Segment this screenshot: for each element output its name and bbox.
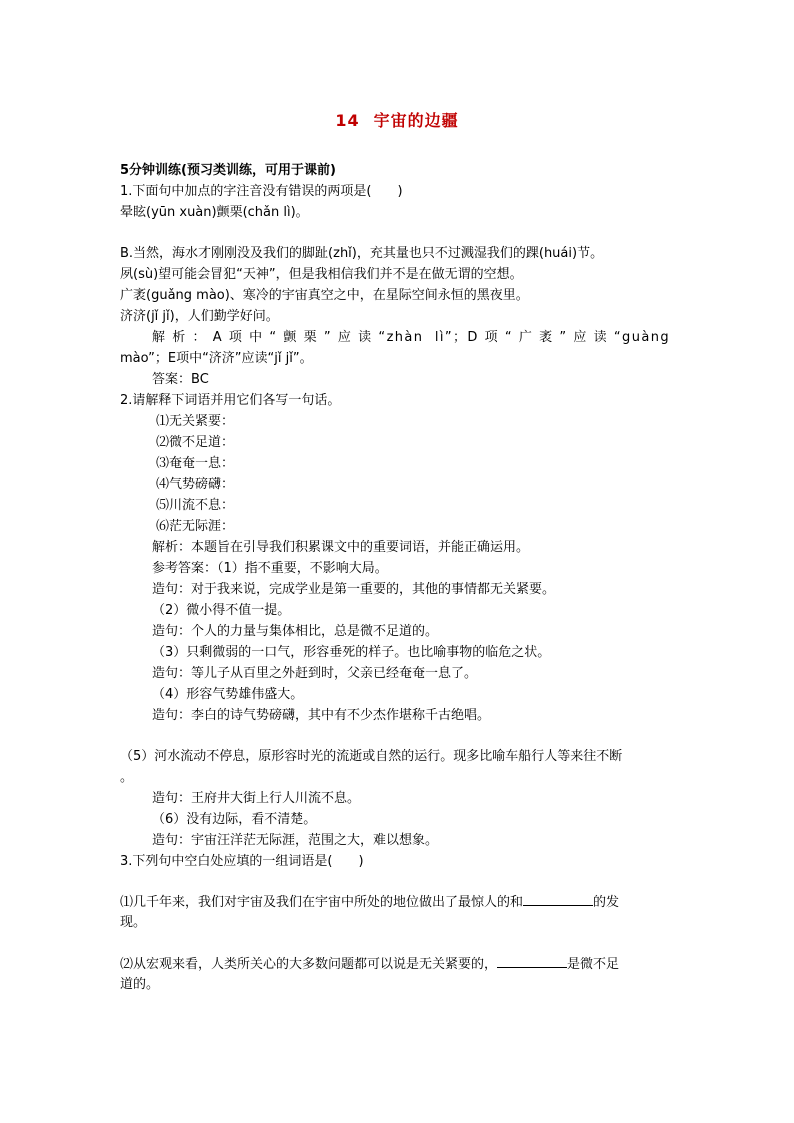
q1-option-d: 广袤(guǎng mào)、寒冷的宇宙真空之中，在星际空间永恒的黑夜里。 [120,288,529,303]
q2-reference-3: （3）只剩微弱的一口气，形容垂死的样子。也比喻事物的临危之状。 [152,645,551,660]
q2-item: ⑷气势磅礴： [156,477,235,492]
lesson-number: 14 [335,111,360,130]
q2-item: ⑵微不足道： [156,435,235,450]
q3-sentence-2-line2: 道的。 [120,977,160,992]
lesson-title: 宇宙的边疆 [373,111,459,130]
q2-reference-2: （2）微小得不值一提。 [152,603,291,618]
q2-example-3: 造句：等儿子从百里之外赶到时，父亲已经奄奄一息了。 [152,666,478,681]
q1-option-e: 济济(jǐ jǐ)，人们勤学好问。 [120,309,279,324]
q3-sentence-1-text: ⑴几千年来，我们对宇宙及我们在宇宙中所处的地位做出了最惊人的和 [120,895,524,910]
q2-example-5: 造句：王府井大街上行人川流不息。 [152,791,361,806]
q2-item: ⑴无关紧要： [156,414,235,429]
q3-sentence-2-tail: 是微不足 [567,957,620,972]
q1-option-a: 晕眩(yūn xuàn)颤栗(chǎn lì)。 [120,205,309,220]
q3-stem: 3.下列句中空白处应填的一组词语是( ) [120,854,364,869]
fill-in-blank[interactable] [497,955,567,968]
q2-example-6: 造句：宇宙汪洋茫无际涯，范围之大，难以想象。 [152,833,439,848]
q1-option-c: 夙(sù)望可能会冒犯“天神”，但是我相信我们并不是在做无谓的空想。 [120,267,523,282]
q2-reference-5-line2: 。 [120,770,134,785]
q2-stem: 2.请解释下词语并用它们各写一句话。 [120,393,341,408]
q3-sentence-2-line1 [120,955,619,974]
q2-example-4: 造句：李白的诗气势磅礴，其中有不少杰作堪称千古绝唱。 [152,708,491,723]
q3-sentence-1-line2: 现。 [120,915,147,930]
q2-item: ⑶奄奄一息： [156,456,235,471]
q1-analysis-line2: mào”；E项中“济济”应读“jǐ jǐ”。 [120,351,313,366]
q2-reference-5-line1: （5）河水流动不停息，原形容时光的流逝或自然的运行。现多比喻车船行人等来往不断 [120,749,623,764]
q1-analysis-line1: 解析：A项中“颤栗”应读“zhàn lì”；D项“广袤”应读“guàng [152,330,670,345]
q2-reference-6: （6）没有边际，看不清楚。 [152,812,317,827]
q1-stem: 1.下面句中加点的字注音没有错误的两项是( ) [120,184,403,199]
q1-option-b: B.当然，海水才刚刚没及我们的脚趾(zhǐ)，充其量也只不过溅湿我们的踝(huái)节。 [120,246,604,261]
section-heading: 5分钟训练(预习类训练，可用于课前) [120,163,336,178]
q2-item: ⑸川流不息： [156,498,235,513]
q2-example-2: 造句：个人的力量与集体相比，总是微不足道的。 [152,624,439,639]
q2-item: ⑹茫无际涯： [156,519,235,534]
page-title [0,108,794,131]
fill-in-blank[interactable] [523,893,593,906]
q2-example-1: 造句：对于我来说，完成学业是第一重要的，其他的事情都无关紧要。 [152,582,556,597]
q3-sentence-1-tail: 的发 [593,895,620,910]
q2-reference-4: （4）形容气势雄伟盛大。 [152,687,304,702]
q3-sentence-2-text: ⑵从宏观来看，人类所关心的大多数问题都可以说是无关紧要的， [120,957,498,972]
q2-analysis: 解析：本题旨在引导我们积累课文中的重要词语，并能正确运用。 [152,540,530,555]
q3-sentence-1-line1 [120,893,619,912]
q1-answer: 答案：BC [152,372,209,387]
q2-reference-1: 参考答案：（1）指不重要，不影响大局。 [152,561,388,576]
